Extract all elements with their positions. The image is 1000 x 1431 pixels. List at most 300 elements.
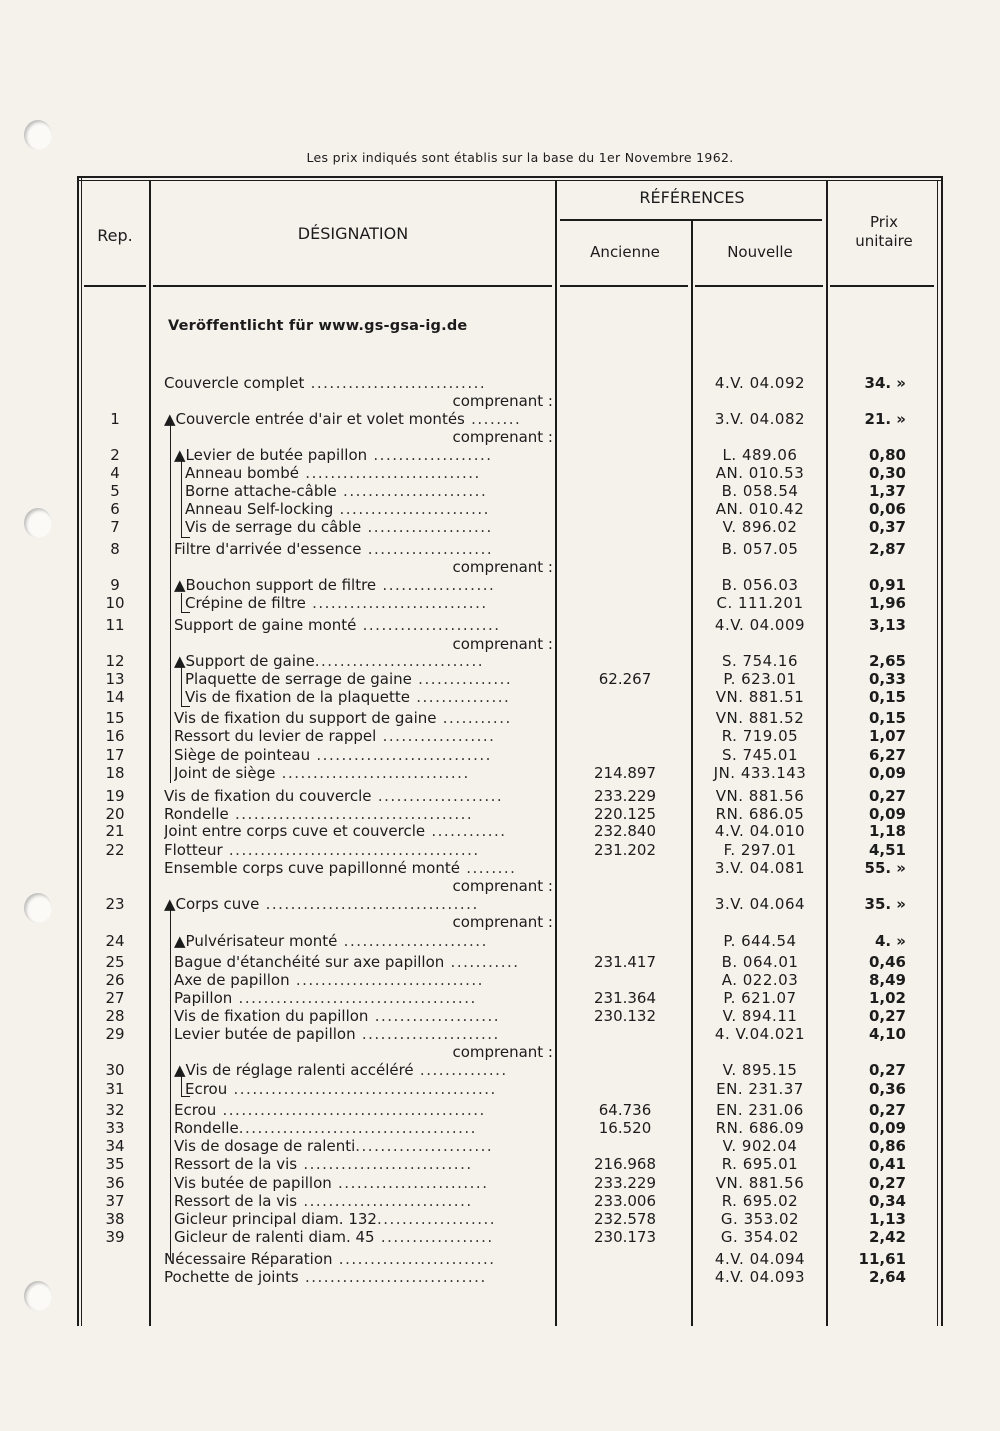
table-row — [0, 500, 1000, 518]
table-row — [0, 518, 1000, 536]
row-designation — [452, 635, 553, 653]
row-unit-price: 0,80 — [868, 446, 906, 464]
table-row — [0, 1025, 1000, 1043]
row-rep-number: 39 — [105, 1228, 125, 1246]
column-header-ancienne: Ancienne — [590, 243, 660, 261]
row-rep-number: 9 — [110, 576, 120, 594]
row-designation-label: Couvercle complet — [164, 374, 305, 392]
row-dot-leader: .............................. — [275, 764, 470, 782]
row-unit-price: 0,37 — [868, 518, 906, 536]
row-ref-ancienne: 62.267 — [598, 670, 652, 688]
table-row — [0, 635, 1000, 653]
row-unit-price: 0,15 — [868, 709, 906, 727]
row-dot-leader: ........... — [436, 709, 512, 727]
row-rep-number: 16 — [105, 727, 125, 745]
row-ref-ancienne: 214.897 — [593, 764, 657, 782]
row-ref-nouvelle: RN. 686.09 — [715, 1119, 805, 1137]
row-unit-price: 4,10 — [868, 1025, 906, 1043]
row-designation-label: Filtre d'arrivée d'essence — [174, 540, 362, 558]
row-unit-price: 6,27 — [868, 746, 906, 764]
row-designation-label: Papillon — [174, 989, 233, 1007]
row-ref-nouvelle: VN. 881.52 — [715, 709, 805, 727]
row-unit-price: 0,09 — [868, 764, 906, 782]
row-designation-label: Ressort du levier de rappel — [174, 727, 377, 745]
row-unit-price: 1,02 — [868, 989, 906, 1007]
row-designation-label: ▲Vis de réglage ralenti accéléré — [174, 1061, 414, 1079]
row-ref-nouvelle: 4.V. 04.094 — [714, 1250, 806, 1268]
row-dot-leader: ........ — [464, 410, 522, 428]
row-dot-leader: .................. — [376, 727, 496, 745]
table-row — [0, 764, 1000, 782]
row-ref-nouvelle: B. 058.54 — [721, 482, 799, 500]
row-designation — [174, 1174, 553, 1192]
row-designation-label: Gicleur de ralenti diam. 45 — [174, 1228, 375, 1246]
row-designation-label: Siège de pointeau — [174, 746, 311, 764]
row-ref-nouvelle: V. 896.02 — [722, 518, 798, 536]
table-row — [0, 841, 1000, 859]
row-unit-price: 0,33 — [868, 670, 906, 688]
row-unit-price: 8,49 — [868, 971, 906, 989]
table-row — [0, 859, 1000, 877]
row-dot-leader: ........................................ — [222, 841, 480, 859]
row-rep-number: 32 — [105, 1101, 125, 1119]
row-unit-price: 0,46 — [868, 953, 906, 971]
row-dot-leader: ................... — [367, 446, 493, 464]
row-rep-number: 18 — [105, 764, 125, 782]
row-rep-number: 17 — [105, 746, 125, 764]
row-unit-price: 1,07 — [868, 727, 906, 745]
row-dot-leader: ................... — [376, 1210, 497, 1228]
row-designation-label: Vis butée de papillon — [174, 1174, 332, 1192]
row-designation-label: ▲Pulvérisateur monté — [174, 932, 338, 950]
row-ref-nouvelle: 3.V. 04.064 — [714, 895, 806, 913]
row-rep-number: 35 — [105, 1155, 125, 1173]
row-rep-number: 29 — [105, 1025, 125, 1043]
table-row — [0, 652, 1000, 670]
row-dot-leader: ...................... — [355, 1025, 500, 1043]
table-row — [0, 374, 1000, 392]
row-designation — [174, 1210, 553, 1228]
row-ref-nouvelle: C. 111.201 — [716, 594, 804, 612]
row-ref-nouvelle: L. 489.06 — [722, 446, 798, 464]
row-designation-label: Pochette de joints — [164, 1268, 299, 1286]
row-rep-number: 20 — [105, 805, 125, 823]
row-designation — [174, 1228, 553, 1246]
row-designation — [452, 392, 553, 410]
row-ref-ancienne: 233.006 — [593, 1192, 657, 1210]
row-designation — [174, 989, 553, 1007]
row-designation-label: ▲Bouchon support de filtre — [174, 576, 377, 594]
row-designation — [174, 540, 553, 558]
row-rep-number: 33 — [105, 1119, 125, 1137]
row-designation-label: comprenant : — [452, 1043, 553, 1061]
row-ref-nouvelle: AN. 010.42 — [715, 500, 805, 518]
table-row — [0, 1210, 1000, 1228]
row-ref-ancienne: 233.229 — [593, 787, 657, 805]
row-designation — [174, 616, 553, 634]
row-ref-nouvelle: R. 719.05 — [721, 727, 799, 745]
row-designation — [452, 877, 553, 895]
row-ref-nouvelle: 4.V. 04.093 — [714, 1268, 806, 1286]
row-designation-label: Rondelle — [164, 805, 229, 823]
row-ref-nouvelle: R. 695.02 — [721, 1192, 799, 1210]
row-ref-nouvelle: 4.V. 04.092 — [714, 374, 806, 392]
row-dot-leader: ...................... — [355, 1137, 494, 1155]
row-ref-nouvelle: P. 621.07 — [723, 989, 797, 1007]
row-rep-number: 1 — [110, 410, 120, 428]
row-rep-number: 24 — [105, 932, 125, 950]
row-rep-number: 11 — [105, 616, 125, 634]
row-designation-label: Bague d'étanchéité sur axe papillon — [174, 953, 445, 971]
row-dot-leader: ........................ — [333, 500, 490, 518]
row-dot-leader: ...................... — [356, 616, 501, 634]
row-rep-number: 23 — [105, 895, 125, 913]
row-designation-label: Anneau Self-locking — [185, 500, 334, 518]
row-dot-leader: ............................ — [305, 594, 488, 612]
row-dot-leader: .................. — [374, 1228, 494, 1246]
table-row — [0, 688, 1000, 706]
row-designation — [174, 1192, 553, 1210]
row-rep-number: 7 — [110, 518, 120, 536]
row-designation-label: Rondelle — [174, 1119, 239, 1137]
row-unit-price: 0,06 — [868, 500, 906, 518]
row-designation-label: Crépine de filtre — [185, 594, 306, 612]
row-dot-leader: ....................... — [336, 482, 488, 500]
row-dot-leader: .............. — [413, 1061, 508, 1079]
column-header-unitaire: unitaire — [855, 232, 913, 250]
row-ref-ancienne: 230.132 — [593, 1007, 657, 1025]
row-unit-price: 0,36 — [868, 1080, 906, 1098]
row-designation — [174, 932, 553, 950]
table-row — [0, 1137, 1000, 1155]
row-dot-leader: ......................... — [332, 1250, 496, 1268]
row-unit-price: 55. » — [864, 859, 906, 877]
row-designation-label: Levier butée de papillon — [174, 1025, 356, 1043]
row-ref-ancienne: 232.578 — [593, 1210, 657, 1228]
row-designation — [174, 709, 553, 727]
row-rep-number: 4 — [110, 464, 120, 482]
price-date-note: Les prix indiqués sont établis sur la base du 1er Novembre 1962. — [306, 150, 734, 165]
row-designation-label: Vis de serrage du câble — [185, 518, 362, 536]
row-rep-number: 31 — [105, 1080, 125, 1098]
row-designation — [164, 822, 553, 840]
row-ref-nouvelle: G. 354.02 — [720, 1228, 800, 1246]
table-row — [0, 576, 1000, 594]
column-header-references: RÉFÉRENCES — [639, 188, 745, 207]
row-ref-nouvelle: A. 022.03 — [721, 971, 799, 989]
column-header-nouvelle: Nouvelle — [727, 243, 793, 261]
row-ref-nouvelle: 3.V. 04.081 — [714, 859, 806, 877]
row-designation — [164, 841, 553, 859]
row-designation-label: comprenant : — [452, 635, 553, 653]
row-unit-price: 0,91 — [868, 576, 906, 594]
table-row — [0, 670, 1000, 688]
row-dot-leader: ............... — [411, 670, 513, 688]
row-ref-nouvelle: B. 057.05 — [721, 540, 799, 558]
row-rep-number: 25 — [105, 953, 125, 971]
table-row — [0, 1043, 1000, 1061]
binder-hole-top — [24, 120, 52, 150]
row-unit-price: 0,27 — [868, 787, 906, 805]
row-ref-nouvelle: VN. 881.51 — [715, 688, 805, 706]
row-ref-ancienne: 16.520 — [598, 1119, 652, 1137]
row-ref-nouvelle: S. 754.16 — [721, 652, 799, 670]
row-rep-number: 14 — [105, 688, 125, 706]
row-designation — [164, 1250, 553, 1268]
row-designation-label: Joint de siège — [174, 764, 276, 782]
row-designation-label: Ressort de la vis — [174, 1192, 298, 1210]
row-rep-number: 19 — [105, 787, 125, 805]
row-designation — [164, 805, 553, 823]
row-designation — [174, 727, 553, 745]
row-unit-price: 11,61 — [858, 1250, 906, 1268]
row-dot-leader: .................... — [361, 540, 494, 558]
row-ref-nouvelle: P. 644.54 — [723, 932, 797, 950]
row-rep-number: 36 — [105, 1174, 125, 1192]
row-ref-ancienne: 216.968 — [593, 1155, 657, 1173]
row-unit-price: 2,87 — [868, 540, 906, 558]
table-row — [0, 558, 1000, 576]
row-dot-leader: ............................. — [298, 1268, 487, 1286]
row-designation-label: ▲Levier de butée papillon — [174, 446, 368, 464]
row-dot-leader: ...................................... — [238, 1119, 477, 1137]
row-designation-label: comprenant : — [452, 428, 553, 446]
row-designation-label: Vis de fixation du couvercle — [164, 787, 372, 805]
table-row — [0, 428, 1000, 446]
row-rep-number: 26 — [105, 971, 125, 989]
row-rep-number: 28 — [105, 1007, 125, 1025]
row-ref-ancienne: 64.736 — [598, 1101, 652, 1119]
row-designation-label: Vis de fixation du support de gaine — [174, 709, 437, 727]
table-row — [0, 1007, 1000, 1025]
row-designation — [174, 971, 553, 989]
row-designation-label: Vis de fixation du papillon — [174, 1007, 369, 1025]
row-rep-number: 30 — [105, 1061, 125, 1079]
row-designation-label: Ensemble corps cuve papillonné monté — [164, 859, 460, 877]
row-designation — [185, 1080, 553, 1098]
table-row — [0, 877, 1000, 895]
row-designation-label: Nécessaire Réparation — [164, 1250, 333, 1268]
row-dot-leader: .................... — [361, 518, 493, 536]
row-designation — [174, 746, 553, 764]
row-dot-leader: ........................... — [297, 1192, 473, 1210]
column-header-prix: Prix — [870, 213, 898, 231]
row-ref-nouvelle: S. 745.01 — [721, 746, 799, 764]
row-ref-nouvelle: VN. 881.56 — [715, 1174, 805, 1192]
row-designation-label: comprenant : — [452, 558, 553, 576]
row-rep-number: 15 — [105, 709, 125, 727]
row-designation-label: Ecrou — [174, 1101, 217, 1119]
table-row — [0, 1192, 1000, 1210]
row-rep-number: 37 — [105, 1192, 125, 1210]
row-rep-number: 38 — [105, 1210, 125, 1228]
row-rep-number: 22 — [105, 841, 125, 859]
row-rep-number: 34 — [105, 1137, 125, 1155]
row-designation-label: comprenant : — [452, 913, 553, 931]
row-dot-leader: ...................................... — [232, 989, 477, 1007]
row-rep-number: 13 — [105, 670, 125, 688]
row-designation — [174, 1101, 553, 1119]
row-designation-label: Gicleur principal diam. 132 — [174, 1210, 377, 1228]
row-unit-price: 34. » — [864, 374, 906, 392]
row-designation — [452, 1043, 553, 1061]
row-unit-price: 35. » — [864, 895, 906, 913]
row-ref-nouvelle: VN. 881.56 — [715, 787, 805, 805]
row-dot-leader: ........ — [459, 859, 517, 877]
row-designation-label: comprenant : — [452, 877, 553, 895]
row-rep-number: 2 — [110, 446, 120, 464]
row-ref-ancienne: 230.173 — [593, 1228, 657, 1246]
row-designation-label: Ressort de la vis — [174, 1155, 298, 1173]
table-row — [0, 1268, 1000, 1286]
table-row — [0, 709, 1000, 727]
row-designation — [452, 558, 553, 576]
row-unit-price: 1,18 — [868, 822, 906, 840]
row-designation — [174, 764, 553, 782]
table-row — [0, 410, 1000, 428]
table-row — [0, 971, 1000, 989]
row-designation-label: ▲Support de gaine — [174, 652, 315, 670]
row-rep-number: 6 — [110, 500, 120, 518]
table-row — [0, 727, 1000, 745]
row-rep-number: 12 — [105, 652, 125, 670]
row-ref-nouvelle: B. 064.01 — [721, 953, 799, 971]
row-designation — [164, 374, 553, 392]
row-designation — [174, 1061, 553, 1079]
table-row — [0, 482, 1000, 500]
row-unit-price: 0,27 — [868, 1061, 906, 1079]
table-row — [0, 1228, 1000, 1246]
row-unit-price: 0,27 — [868, 1007, 906, 1025]
row-dot-leader: ........... — [444, 953, 520, 971]
row-designation — [185, 482, 553, 500]
row-ref-nouvelle: RN. 686.05 — [715, 805, 805, 823]
row-unit-price: 0,27 — [868, 1101, 906, 1119]
row-rep-number: 5 — [110, 482, 120, 500]
table-row — [0, 822, 1000, 840]
row-ref-nouvelle: 4. V.04.021 — [714, 1025, 806, 1043]
column-header-rep: Rep. — [97, 226, 133, 245]
row-dot-leader: ........................... — [314, 652, 484, 670]
row-designation — [164, 787, 553, 805]
column-header-designation: DÉSIGNATION — [297, 224, 409, 243]
row-designation — [174, 1119, 553, 1137]
row-designation — [185, 500, 553, 518]
row-ref-nouvelle: R. 695.01 — [721, 1155, 799, 1173]
row-designation-label: Axe de papillon — [174, 971, 290, 989]
table-row — [0, 540, 1000, 558]
row-dot-leader: .................. — [376, 576, 496, 594]
table-row — [0, 464, 1000, 482]
row-designation-label: Support de gaine monté — [174, 616, 357, 634]
row-designation-label: ▲Corps cuve — [164, 895, 260, 913]
table-row — [0, 1155, 1000, 1173]
table-row — [0, 392, 1000, 410]
row-designation — [174, 1025, 553, 1043]
row-ref-nouvelle: 4.V. 04.009 — [714, 616, 806, 634]
row-designation-label: Anneau bombé — [185, 464, 300, 482]
row-dot-leader: ............................ — [299, 464, 481, 482]
row-designation — [164, 895, 553, 913]
table-row — [0, 616, 1000, 634]
row-dot-leader: .......................................... — [216, 1101, 486, 1119]
row-ref-nouvelle: F. 297.01 — [723, 841, 797, 859]
row-ref-ancienne: 232.840 — [593, 822, 657, 840]
row-rep-number: 21 — [105, 822, 125, 840]
row-ref-nouvelle: V. 902.04 — [722, 1137, 798, 1155]
row-designation — [174, 953, 553, 971]
row-designation-label: Flotteur — [164, 841, 223, 859]
row-ref-nouvelle: 3.V. 04.082 — [714, 410, 806, 428]
row-dot-leader: .......................................... — [227, 1080, 497, 1098]
row-designation — [185, 688, 553, 706]
row-unit-price: 4. » — [874, 932, 906, 950]
row-ref-nouvelle: EN. 231.37 — [716, 1080, 804, 1098]
row-dot-leader: ............ — [425, 822, 507, 840]
row-designation — [185, 518, 553, 536]
row-dot-leader: .................... — [371, 787, 504, 805]
row-unit-price: 0,30 — [868, 464, 906, 482]
row-designation-label: Plaquette de serrage de gaine — [185, 670, 412, 688]
row-designation — [174, 1007, 553, 1025]
row-unit-price: 2,64 — [868, 1268, 906, 1286]
row-ref-ancienne: 231.417 — [593, 953, 657, 971]
row-rep-number: 27 — [105, 989, 125, 1007]
row-ref-nouvelle: G. 353.02 — [720, 1210, 800, 1228]
row-ref-nouvelle: P. 623.01 — [723, 670, 797, 688]
row-ref-nouvelle: V. 894.11 — [722, 1007, 798, 1025]
table-row — [0, 895, 1000, 913]
row-ref-ancienne: 220.125 — [593, 805, 657, 823]
row-designation-label: Ecrou — [185, 1080, 228, 1098]
row-ref-ancienne: 233.229 — [593, 1174, 657, 1192]
row-dot-leader: ...................................... — [228, 805, 474, 823]
row-unit-price: 2,42 — [868, 1228, 906, 1246]
row-ref-nouvelle: AN. 010.53 — [715, 464, 805, 482]
table-row — [0, 805, 1000, 823]
table-row — [0, 446, 1000, 464]
row-designation — [185, 464, 553, 482]
row-dot-leader: ............... — [410, 688, 511, 706]
row-unit-price: 0,27 — [868, 1174, 906, 1192]
row-rep-number: 10 — [105, 594, 125, 612]
table-row — [0, 1080, 1000, 1098]
row-ref-ancienne: 231.202 — [593, 841, 657, 859]
row-designation-label: comprenant : — [452, 392, 553, 410]
row-designation — [174, 652, 553, 670]
table-row — [0, 1174, 1000, 1192]
row-dot-leader: ....................... — [337, 932, 488, 950]
table-row — [0, 594, 1000, 612]
watermark-published-for: Veröffentlicht für www.gs-gsa-ig.de — [168, 318, 468, 334]
row-designation — [164, 410, 553, 428]
row-dot-leader: .................... — [368, 1007, 501, 1025]
row-unit-price: 21. » — [864, 410, 906, 428]
table-row — [0, 1119, 1000, 1137]
row-unit-price: 0,41 — [868, 1155, 906, 1173]
row-unit-price: 0,86 — [868, 1137, 906, 1155]
row-dot-leader: ............................ — [304, 374, 487, 392]
row-ref-nouvelle: JN. 433.143 — [713, 764, 807, 782]
row-dot-leader: .................................. — [259, 895, 479, 913]
row-designation-label: Vis de dosage de ralenti — [174, 1137, 356, 1155]
table-row — [0, 989, 1000, 1007]
row-unit-price: 0,15 — [868, 688, 906, 706]
row-designation — [174, 446, 553, 464]
row-unit-price: 0,09 — [868, 805, 906, 823]
table-row — [0, 1250, 1000, 1268]
row-designation — [164, 859, 553, 877]
